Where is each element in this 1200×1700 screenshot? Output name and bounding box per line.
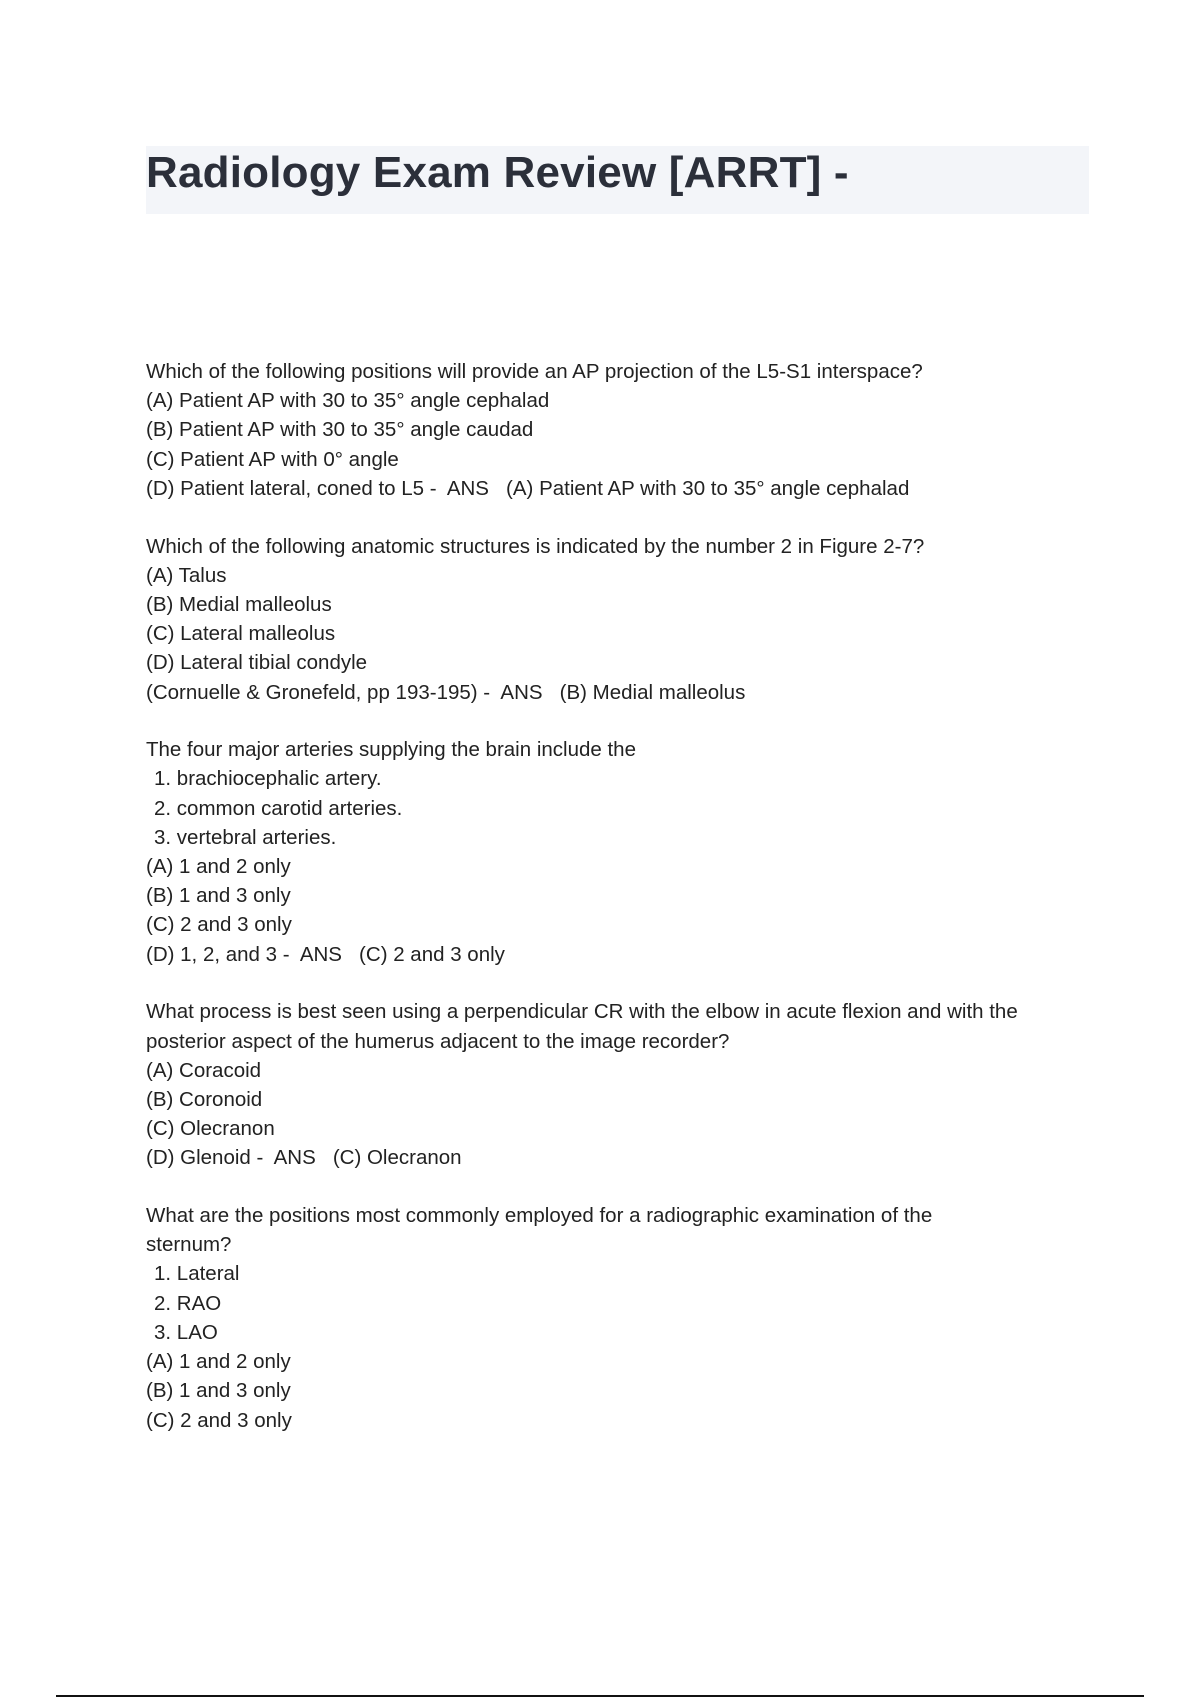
- answer-option: (C) 2 and 3 only: [146, 913, 292, 937]
- question-text-continued: sternum?: [146, 1233, 232, 1257]
- answer-option: (C) 2 and 3 only: [146, 1408, 292, 1432]
- answer-option-with-key: (D) 1, 2, and 3 - ANS (C) 2 and 3 only: [146, 942, 505, 966]
- answer-option: (C) Olecranon: [146, 1117, 275, 1141]
- reference-with-key: (Cornuelle & Gronefeld, pp 193-195) - ANS (B) Medial malleolus: [146, 680, 746, 704]
- answer-option: (A) Patient AP with 30 to 35° angle cephalad: [146, 389, 550, 413]
- numbered-item: 3. LAO: [154, 1320, 218, 1344]
- question-block-2: [146, 532, 1096, 707]
- answer-option: (A) 1 and 2 only: [146, 1350, 291, 1374]
- answer-option: (A) Talus: [146, 563, 227, 587]
- question-text: Which of the following positions will provide an AP projection of the L5-S1 interspace?: [146, 360, 923, 383]
- question-text: What process is best seen using a perpendicular CR with the elbow in acute flexion and with the: [146, 1000, 1018, 1024]
- answer-option: (D) Lateral tibial condyle: [146, 651, 368, 675]
- numbered-item: 1. Lateral: [154, 1262, 240, 1286]
- question-block-3: [146, 735, 1096, 969]
- numbered-item: 3. vertebral arteries.: [154, 825, 337, 849]
- answer-option-with-key: (D) Patient lateral, coned to L5 - ANS (A) Patient AP with 30 to 35° angle cephalad: [146, 476, 910, 500]
- answer-option: (B) Medial malleolus: [146, 592, 332, 616]
- answer-option: (B) Coronoid: [146, 1087, 263, 1111]
- question-text-continued: posterior aspect of the humerus adjacent to the image recorder?: [146, 1029, 730, 1053]
- question-text: What are the positions most commonly employed for a radiographic examination of the: [146, 1204, 933, 1228]
- answer-option: (B) Patient AP with 30 to 35° angle caudad: [146, 418, 534, 442]
- question-list: [146, 357, 1096, 1463]
- answer-option: (A) Coracoid: [146, 1058, 262, 1082]
- question-block-5: [146, 1201, 1096, 1435]
- question-text: The four major arteries supplying the brain include the: [146, 738, 636, 762]
- answer-option: (B) 1 and 3 only: [146, 884, 291, 908]
- answer-option: (A) 1 and 2 only: [146, 855, 291, 879]
- numbered-item: 1. brachiocephalic artery.: [154, 767, 382, 791]
- answer-option: (C) Patient AP with 0° angle: [146, 447, 399, 471]
- answer-option: (C) Lateral malleolus: [146, 622, 336, 646]
- document-title: Radiology Exam Review [ARRT] -: [146, 148, 849, 197]
- footer-divider: [56, 1695, 1144, 1697]
- numbered-item: 2. common carotid arteries.: [154, 796, 403, 820]
- question-text: Which of the following anatomic structures is indicated by the number 2 in Figure 2-7?: [146, 534, 925, 558]
- question-block-1: [146, 357, 1096, 503]
- question-block-4: [146, 997, 1096, 1172]
- answer-option-with-key: (D) Glenoid - ANS (C) Olecranon: [146, 1146, 462, 1170]
- numbered-item: 2. RAO: [154, 1291, 222, 1315]
- answer-option: (B) 1 and 3 only: [146, 1379, 291, 1403]
